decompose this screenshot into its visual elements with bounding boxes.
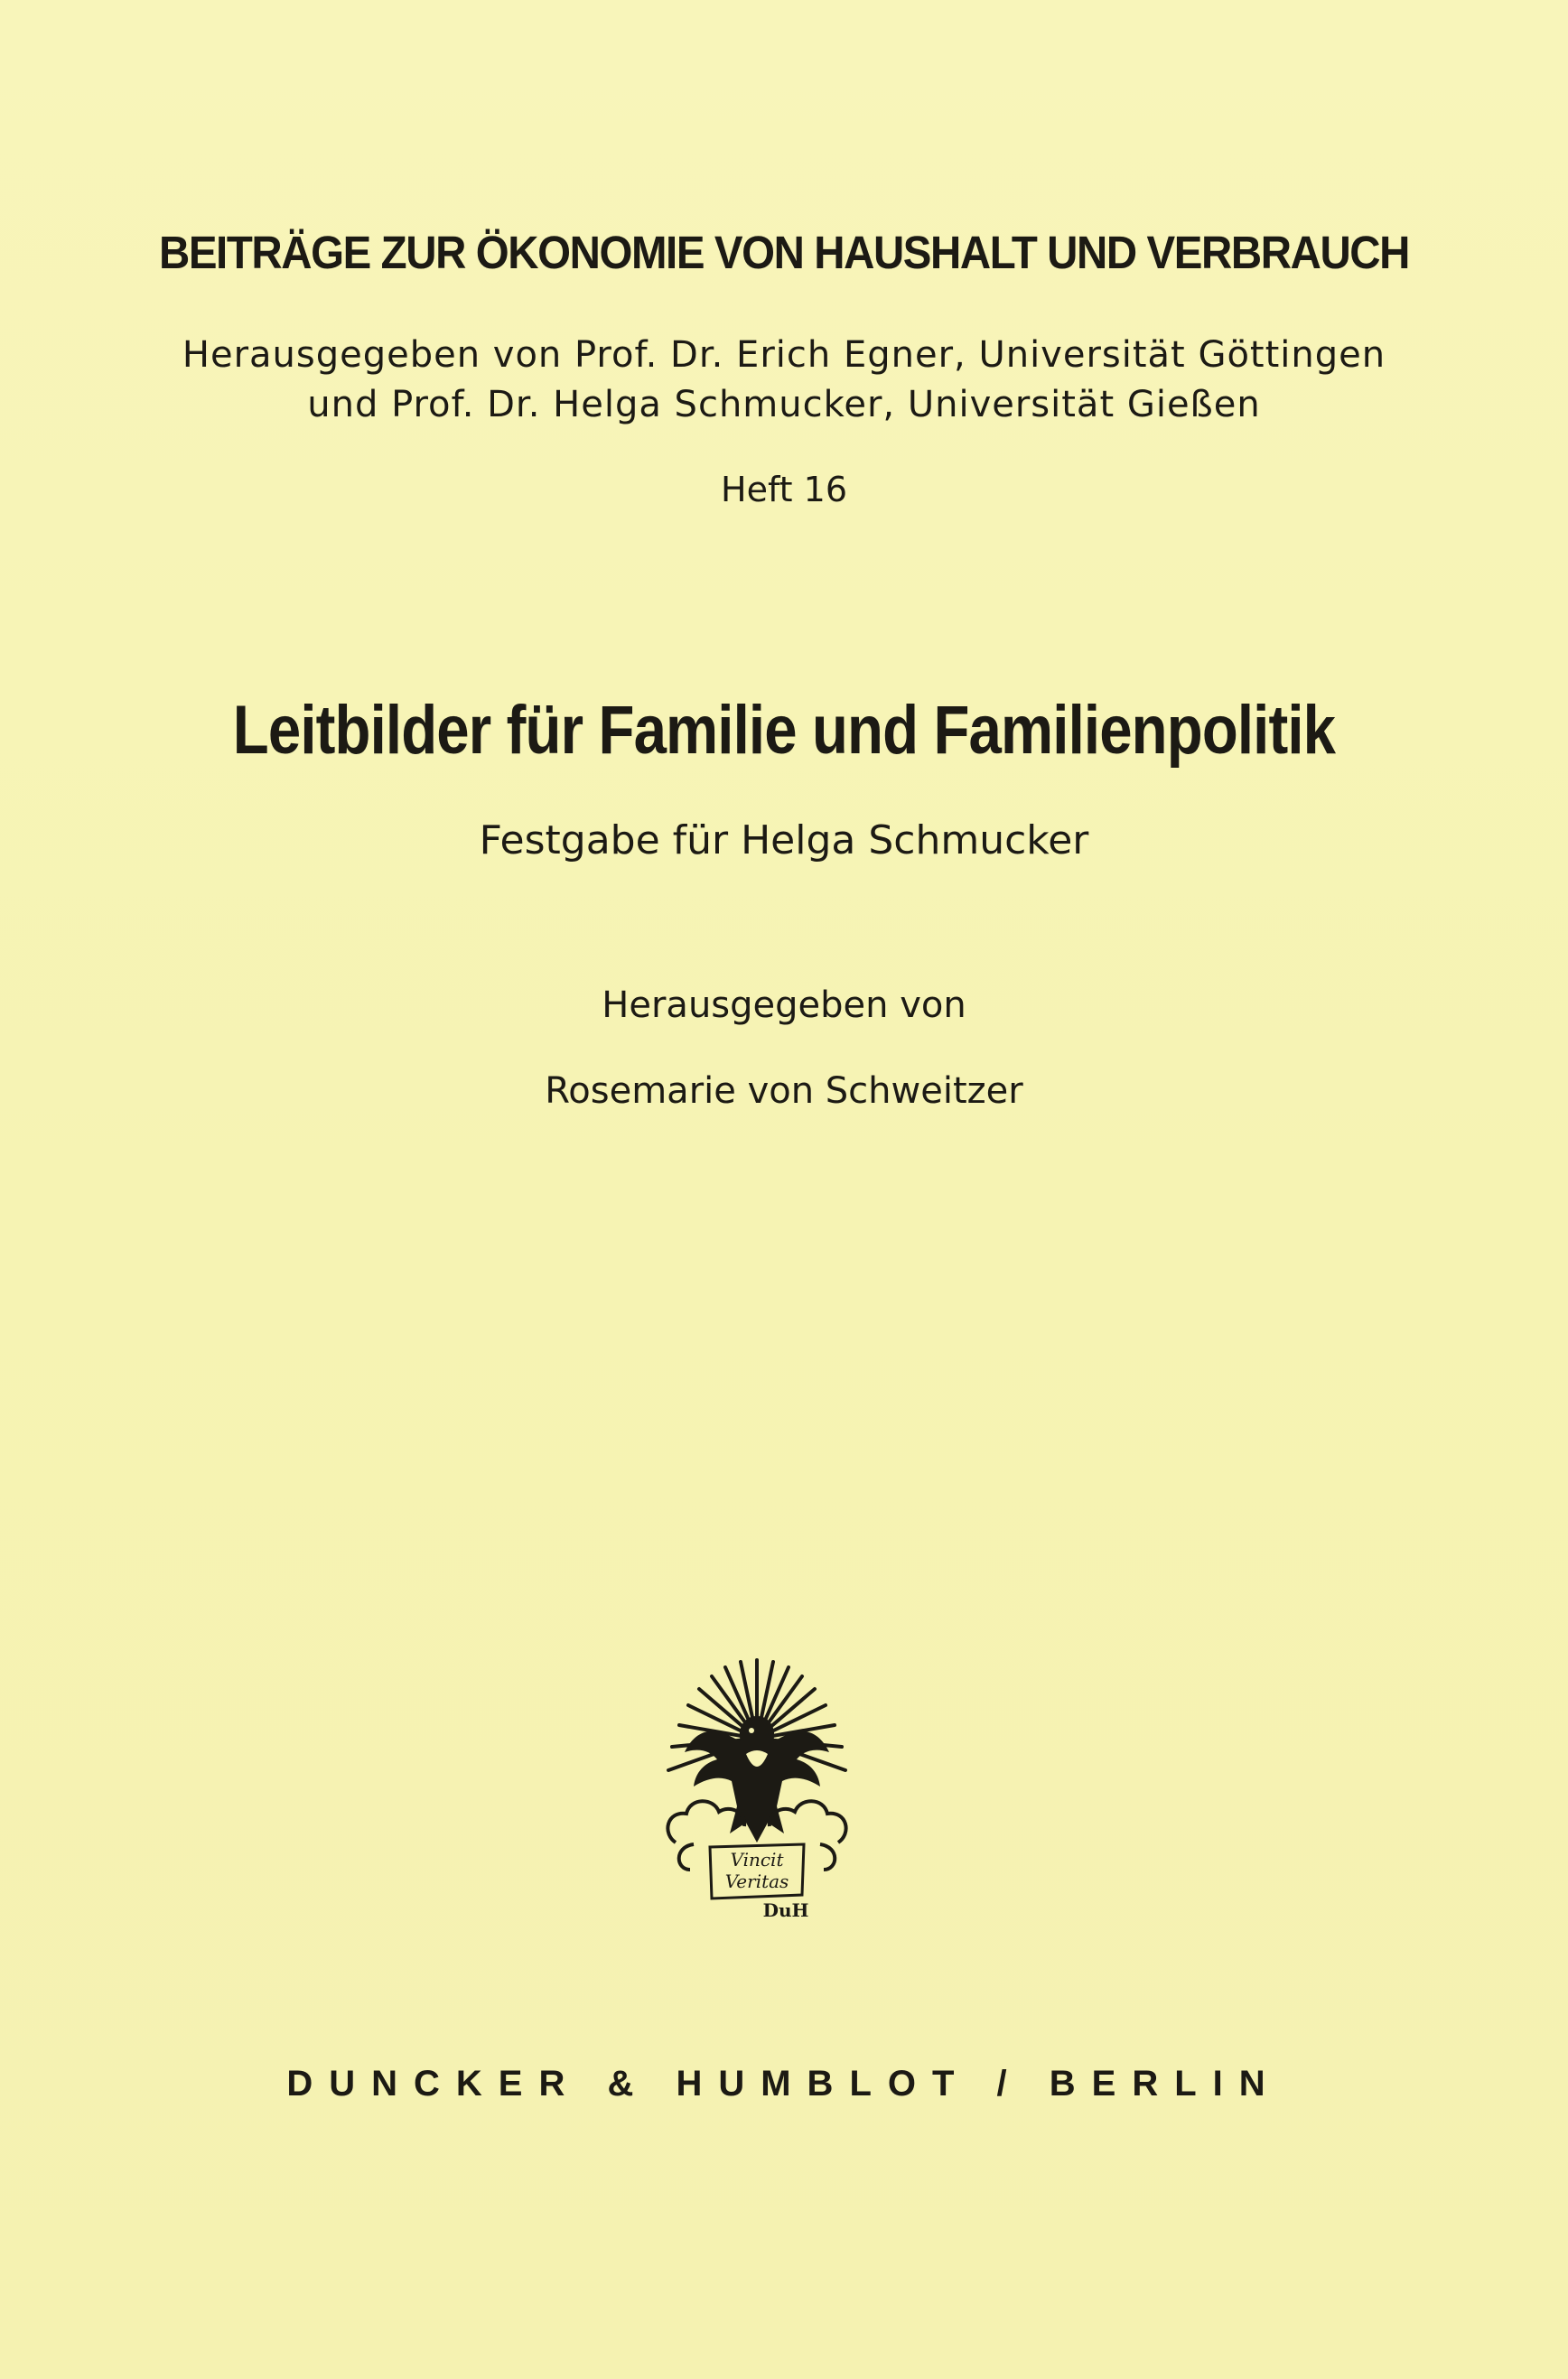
publisher-imprint: DUNCKER & HUMBLOT / BERLIN bbox=[286, 2064, 1282, 2104]
eagle-sunburst-icon bbox=[658, 1653, 856, 1924]
motto-line-2: Veritas bbox=[724, 1871, 789, 1892]
series-editors-line-2: und Prof. Dr. Helga Schmucker, Universität Gießen bbox=[307, 384, 1261, 425]
book-subtitle: Festgabe für Helga Schmucker bbox=[479, 817, 1089, 863]
motto-line-1: Vincit bbox=[730, 1849, 784, 1871]
edited-by-label: Herausgegeben von bbox=[602, 984, 966, 1026]
editor-name: Rosemarie von Schweitzer bbox=[545, 1070, 1023, 1112]
series-title: BEITRÄGE ZUR ÖKONOMIE VON HAUSHALT UND VERBRAUCH bbox=[158, 227, 1410, 278]
series-editors-line-1: Herausgegeben von Prof. Dr. Erich Egner, Universität Göttingen bbox=[182, 334, 1386, 376]
book-title: Leitbilder für Familie und Familienpolitik bbox=[232, 692, 1336, 769]
issue-number: Heft 16 bbox=[721, 470, 847, 509]
publisher-monogram: DuH bbox=[762, 1899, 809, 1921]
